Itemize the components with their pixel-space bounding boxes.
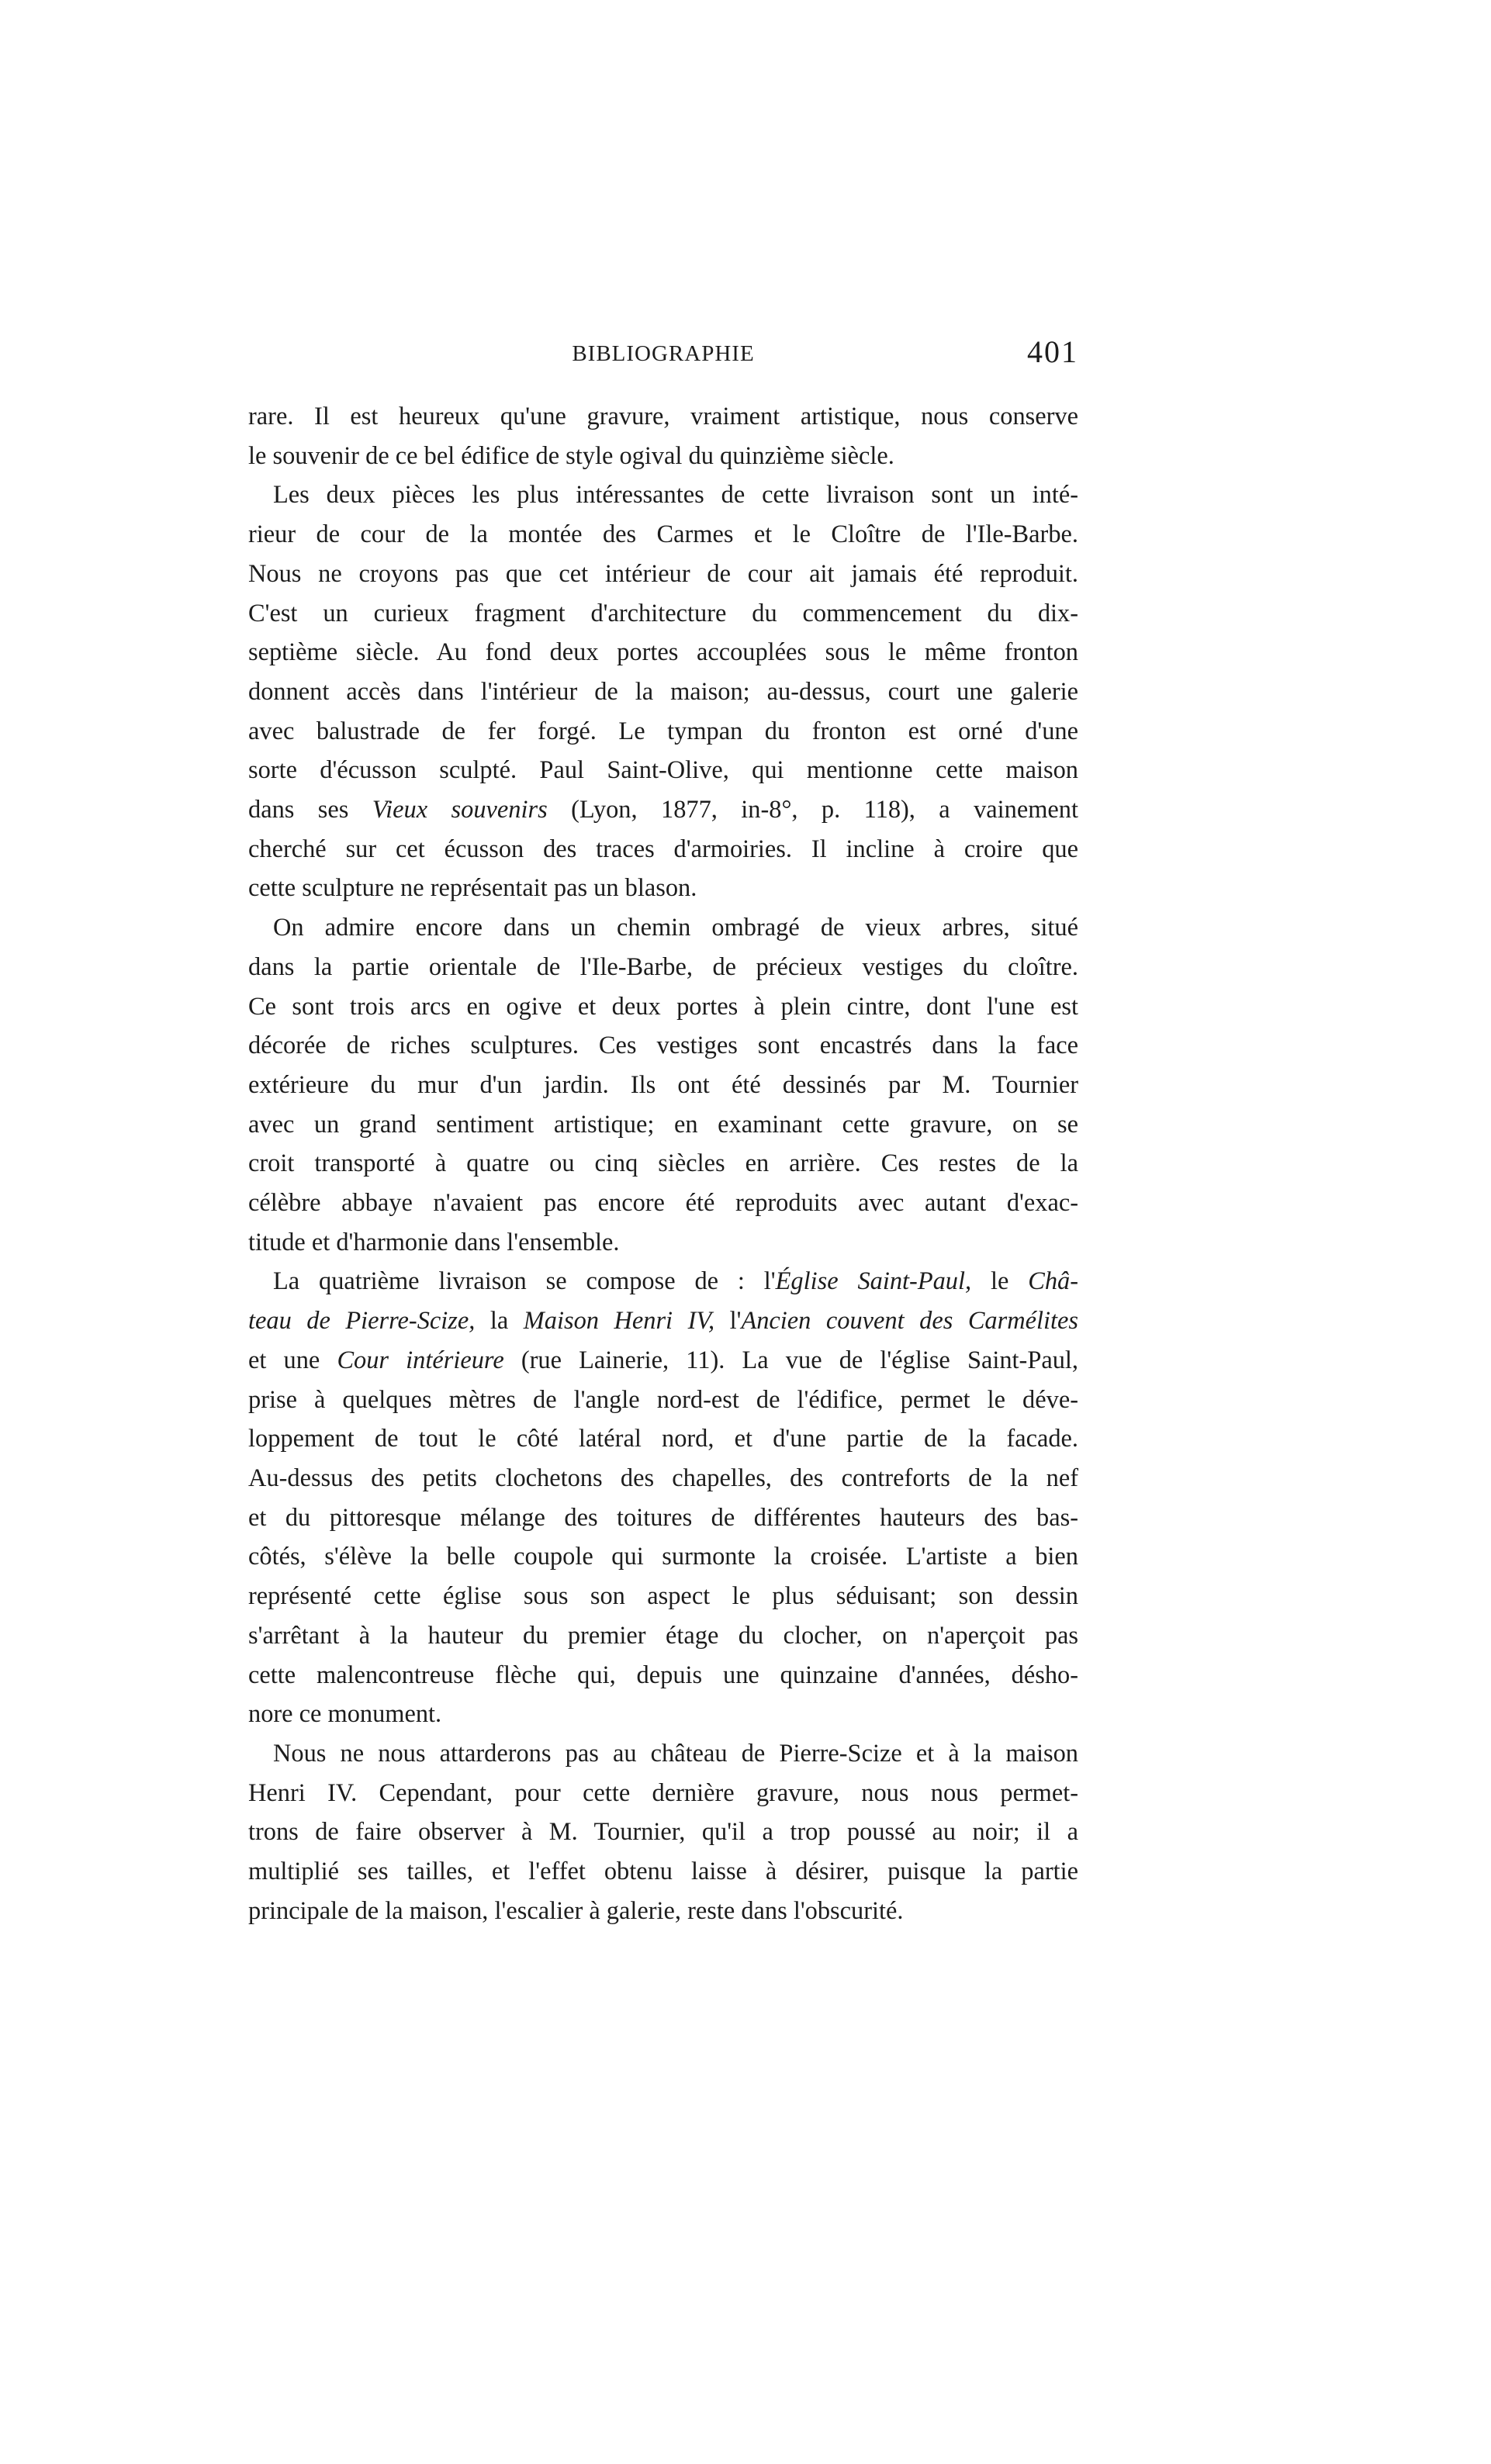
text-line xyxy=(248,790,1078,830)
text-line: dans la partie orientale de l'Ile-Barbe, de précieux vestiges du cloître. xyxy=(248,952,1078,981)
text-line: avec balustrade de fer forgé. Le tympan du fronton est orné d'une xyxy=(248,717,1078,745)
text-line: Ce sont trois arcs en ogive et deux portes à plein cintre, dont l'une est xyxy=(248,992,1078,1021)
text-line: trons de faire observer à M. Tournier, qu'il a trop poussé au noir; il a xyxy=(248,1818,1078,1847)
text-line: côtés, s'élève la belle coupole qui surmonte la croisée. L'artiste a bien xyxy=(248,1543,1078,1571)
italic-title: Maison Henri IV, xyxy=(523,1307,715,1336)
text-line: sorte d'écusson sculpté. Paul Saint-Olive, qui mentionne cette maison xyxy=(248,756,1078,785)
text-line: s'arrêtant à la hauteur du premier étage du clocher, on n'aperçoit pas xyxy=(248,1621,1078,1650)
paragraph xyxy=(248,1734,1078,1931)
text-segment: dans ses xyxy=(248,796,372,824)
text-line: le souvenir de ce bel édifice de style ogival du quinzième siècle. xyxy=(248,441,894,470)
running-title: BIBLIOGRAPHIE xyxy=(572,341,755,366)
text-line: nore ce monument. xyxy=(248,1700,442,1729)
text-segment: et une xyxy=(248,1346,337,1374)
text-line: Nous ne nous attarderons pas au château de Pierre-Scize et à la maison xyxy=(273,1739,1078,1768)
text-line xyxy=(248,1262,1078,1301)
text-line: Henri IV. Cependant, pour cette dernière gravure, nous nous permet- xyxy=(248,1778,1078,1807)
paragraph xyxy=(248,475,1078,908)
text-line: rieur de cour de la montée des Carmes et le Cloître de l'Ile-Barbe. xyxy=(248,520,1078,549)
italic-title: Châ- xyxy=(1028,1267,1079,1296)
text-segment: (rue Lainerie, 11). La vue de l'église Saint-Paul, xyxy=(503,1346,1079,1374)
page-number: 401 xyxy=(1027,334,1078,369)
body-text xyxy=(248,397,1078,1930)
text-line: principale de la maison, l'escalier à galerie, reste dans l'obscurité. xyxy=(248,1896,904,1925)
text-line: célèbre abbaye n'avaient pas encore été reproduits avec autant d'exac- xyxy=(248,1189,1078,1218)
text-line: et du pittoresque mélange des toitures de différentes hauteurs des bas- xyxy=(248,1503,1078,1532)
italic-title: teau de Pierre-Scize, xyxy=(248,1307,476,1336)
text-line: Au-dessus des petits clochetons des chapelles, des contreforts de la nef xyxy=(248,1464,1078,1492)
text-segment: l' xyxy=(714,1307,742,1336)
book-page xyxy=(248,333,1078,1930)
text-line xyxy=(248,1341,1078,1381)
text-line: donnent accès dans l'intérieur de la maison; au-dessus, court une galerie xyxy=(248,677,1078,706)
text-line: Les deux pièces les plus intéressantes de cette livraison sont un inté- xyxy=(273,481,1078,510)
italic-title: Église Saint-Paul, xyxy=(775,1267,972,1296)
text-line: avec un grand sentiment artistique; en examinant cette gravure, on se xyxy=(248,1110,1078,1139)
text-line: cette malencontreuse flèche qui, depuis une quinzaine d'années, désho- xyxy=(248,1661,1078,1689)
italic-title: Vieux souvenirs xyxy=(372,796,548,824)
text-line xyxy=(248,1301,1078,1341)
text-line: loppement de tout le côté latéral nord, et d'une partie de la facade. xyxy=(248,1425,1078,1453)
text-line: septième siècle. Au fond deux portes accouplées sous le même fronton xyxy=(248,638,1078,667)
running-head xyxy=(248,333,1078,380)
text-line: rare. Il est heureux qu'une gravure, vraiment artistique, nous conserve xyxy=(248,403,1078,430)
text-line: On admire encore dans un chemin ombragé de vieux arbres, situé xyxy=(273,914,1078,942)
text-line: multiplié ses tailles, et l'effet obtenu laisse à désirer, puisque la partie xyxy=(248,1858,1078,1886)
text-segment: (Lyon, 1877, in-8°, p. 118), a vainement xyxy=(547,796,1079,824)
italic-title: Ancien couvent des Carmélites xyxy=(741,1307,1078,1336)
italic-title: Cour intérieure xyxy=(337,1346,504,1374)
text-line: extérieure du mur d'un jardin. Ils ont été dessinés par M. Tournier xyxy=(248,1070,1078,1099)
text-line: croit transporté à quatre ou cinq siècles en arrière. Ces restes de la xyxy=(248,1149,1078,1178)
text-line: représenté cette église sous son aspect le plus séduisant; son dessin xyxy=(248,1582,1078,1611)
text-line: cette sculpture ne représentait pas un blason. xyxy=(248,874,697,903)
paragraph xyxy=(248,908,1078,1262)
text-line: titude et d'harmonie dans l'ensemble. xyxy=(248,1228,620,1256)
text-line: cherché sur cet écusson des traces d'armoiries. Il incline à croire que xyxy=(248,835,1078,863)
text-line: Nous ne croyons pas que cet intérieur de cour ait jamais été reproduit. xyxy=(248,559,1078,588)
text-segment: la xyxy=(475,1307,524,1336)
text-line: prise à quelques mètres de l'angle nord-est de l'édifice, permet le déve- xyxy=(248,1385,1078,1414)
text-segment: le xyxy=(971,1267,1029,1296)
text-segment: La quatrième livraison se compose de : l' xyxy=(273,1267,776,1296)
paragraph xyxy=(248,397,1078,475)
paragraph xyxy=(248,1262,1078,1733)
text-line: décorée de riches sculptures. Ces vestiges sont encastrés dans la face xyxy=(248,1032,1078,1060)
text-line: C'est un curieux fragment d'architecture du commencement du dix- xyxy=(248,599,1078,627)
